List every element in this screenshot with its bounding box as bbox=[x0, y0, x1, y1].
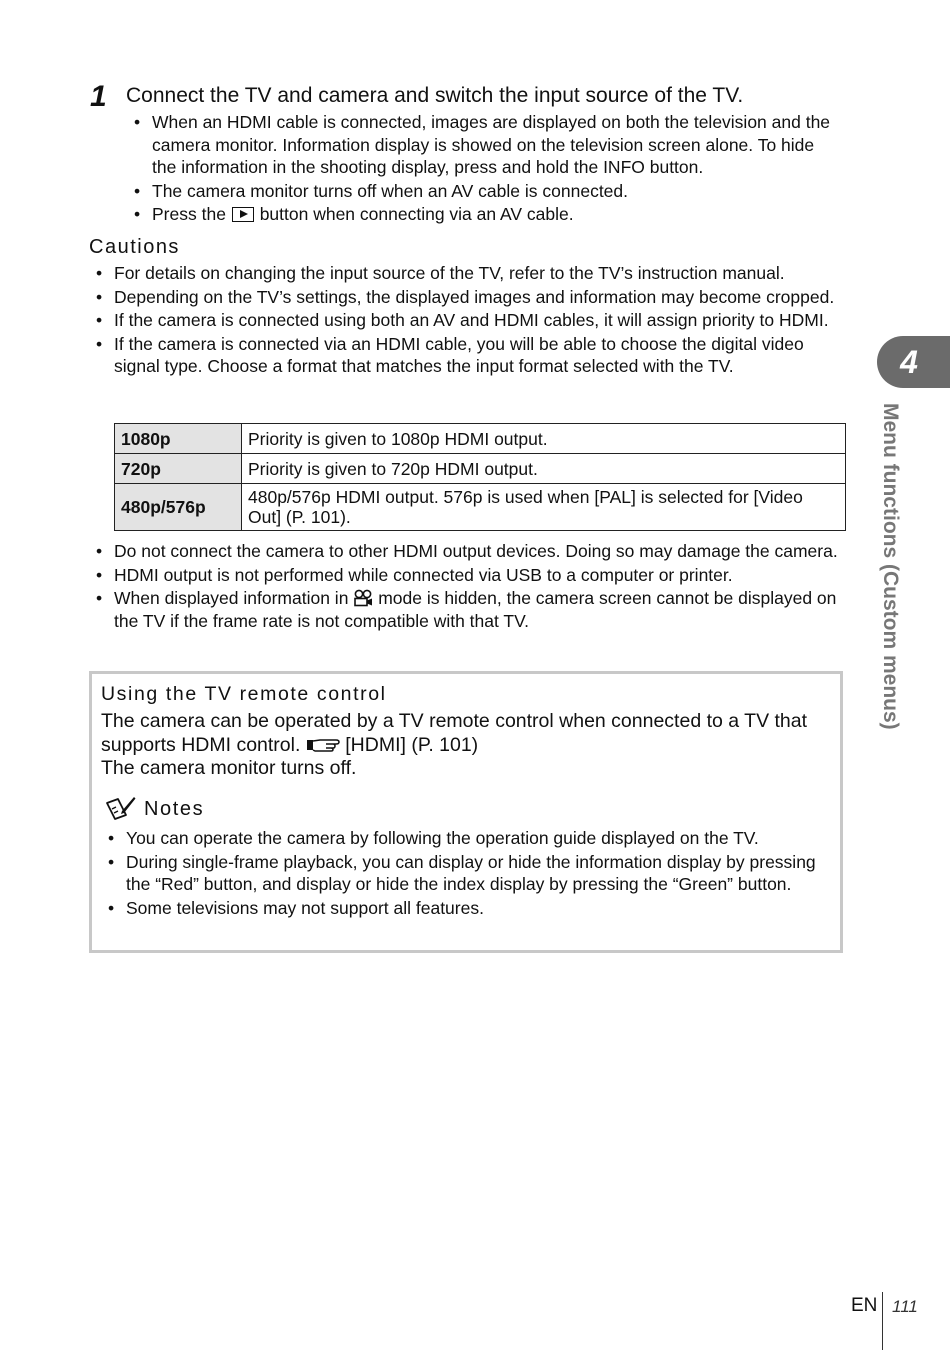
table-row bbox=[115, 454, 846, 484]
bullet-text-post: button when connecting via an AV cable. bbox=[259, 204, 574, 224]
play-button-icon bbox=[232, 207, 254, 222]
bullet-text-pre: When displayed information in bbox=[114, 588, 349, 608]
list-item: • Do not connect the camera to other HDMI output devices. Doing so may damage the camera. bbox=[96, 540, 841, 563]
bullet-text-post: mode is hidden, the camera screen cannot be displayed on the TV if the frame rate is not compatible with that TV. bbox=[114, 588, 837, 631]
cautions-list bbox=[96, 262, 841, 378]
list-item: • You can operate the camera by following the operation guide displayed on the TV. bbox=[108, 827, 828, 850]
chapter-tab bbox=[877, 336, 950, 388]
notes-pencil-icon bbox=[104, 795, 136, 821]
table-row bbox=[115, 424, 846, 454]
table-value: Priority is given to 1080p HDMI output. bbox=[242, 424, 846, 454]
chapter-number: 4 bbox=[900, 344, 918, 380]
step-bullet-list bbox=[134, 111, 834, 226]
bullet-text-pre: Press the bbox=[152, 204, 226, 224]
chapter-label: Menu functions (Custom menus) bbox=[879, 403, 902, 730]
footer-divider bbox=[882, 1292, 883, 1350]
page-number: 111 bbox=[892, 1297, 918, 1316]
list-item: • When an HDMI cable is connected, images are displayed on both the television and the camera monitor. Information display is showed on the television screen alone. To hide the information in the shooting display, press and hold the INFO button. bbox=[134, 111, 834, 179]
list-item bbox=[134, 203, 834, 226]
list-item: • Depending on the TV’s settings, the displayed images and information may become cropped. bbox=[96, 286, 841, 309]
list-item: • HDMI output is not performed while connected via USB to a computer or printer. bbox=[96, 564, 841, 587]
list-item: • For details on changing the input source of the TV, refer to the TV’s instruction manual. bbox=[96, 262, 841, 285]
list-item: • If the camera is connected using both an AV and HDMI cables, it will assign priority to HDMI. bbox=[96, 309, 841, 332]
hdmi-format-table bbox=[114, 423, 846, 531]
remote-body-text: The camera can be operated by a TV remote control when connected to a TV that supports HDMI control. bbox=[101, 710, 808, 756]
remote-body-ref: [HDMI] (P. 101) bbox=[345, 733, 479, 756]
list-item: • During single-frame playback, you can display or hide the information display by pressing the “Red” button, and display or hide the index display by pressing the “Green” button. bbox=[108, 851, 828, 896]
remote-heading: Using the TV remote control bbox=[101, 683, 387, 705]
step-number: 1 bbox=[90, 80, 107, 113]
remote-body bbox=[101, 710, 831, 781]
cautions-list-continued bbox=[96, 540, 841, 632]
footer-language: EN bbox=[851, 1295, 878, 1316]
list-item: • If the camera is connected via an HDMI cable, you will be able to choose the digital video signal type. Choose a format that matches the input format selected with the TV. bbox=[96, 333, 841, 378]
table-value: 480p/576p HDMI output. 576p is used when [PAL] is selected for [Video Out] (P. 101). bbox=[242, 484, 846, 531]
movie-mode-icon bbox=[353, 589, 373, 607]
notes-list bbox=[108, 827, 828, 919]
remote-body-line2: The camera monitor turns off. bbox=[101, 757, 357, 779]
reference-hand-icon bbox=[306, 737, 340, 753]
list-item bbox=[96, 587, 841, 632]
step-title: Connect the TV and camera and switch the input source of the TV. bbox=[126, 84, 744, 107]
table-key: 720p bbox=[115, 454, 242, 484]
cautions-heading: Cautions bbox=[89, 236, 180, 258]
table-key: 1080p bbox=[115, 424, 242, 454]
table-row bbox=[115, 484, 846, 531]
table-key: 480p/576p bbox=[115, 484, 242, 531]
notes-heading: Notes bbox=[144, 798, 205, 820]
table-value: Priority is given to 720p HDMI output. bbox=[242, 454, 846, 484]
list-item: • The camera monitor turns off when an AV cable is connected. bbox=[134, 180, 834, 203]
list-item: • Some televisions may not support all features. bbox=[108, 897, 828, 920]
tv-remote-info-box bbox=[89, 671, 843, 953]
